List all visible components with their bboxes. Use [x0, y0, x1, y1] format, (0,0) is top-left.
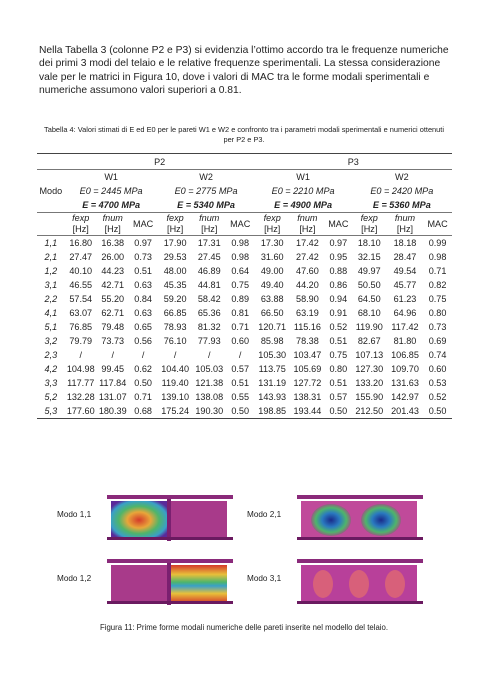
table-cell: 57.54	[69, 294, 93, 304]
table-cell: 16.80	[65, 236, 97, 251]
col-fnum: fnum	[193, 213, 226, 224]
table-cell: 78.38	[296, 336, 319, 346]
table-cell: 0.98	[231, 252, 250, 262]
col-mac: MAC	[129, 213, 158, 236]
table-cell: 46.89	[197, 266, 221, 276]
mode-label: Modo 2,1	[247, 510, 282, 519]
table-cell: 142.97	[391, 392, 419, 402]
mode-id: 1,2	[44, 266, 58, 276]
mode-id: 4,2	[44, 364, 58, 374]
mode-id: 3,1	[44, 280, 58, 290]
table-cell: 0.95	[329, 252, 348, 262]
table-cell: 64.50	[357, 294, 381, 304]
mode-shapes-figure	[55, 491, 425, 611]
table-cell: 17.90	[158, 236, 193, 251]
group-p3: P3	[255, 154, 452, 170]
table-cell: 49.54	[393, 266, 417, 276]
table-cell: 105.03	[195, 364, 224, 374]
table-cell: 0.56	[134, 336, 152, 346]
table-cell: 0.60	[231, 336, 250, 346]
table-cell: /	[238, 350, 242, 360]
wall-e0: E0 = 2775 MPa	[174, 186, 238, 196]
table-cell: 0.91	[329, 308, 348, 318]
table-cell: 138.31	[293, 392, 322, 402]
table-cell: 119.90	[355, 322, 383, 332]
table-cell: 0.74	[428, 350, 447, 360]
col-fnum: fnum	[290, 213, 325, 224]
wall-e0: E0 = 2210 MPa	[271, 186, 335, 196]
table-cell: 78.93	[163, 322, 187, 332]
table-cell: 0.94	[329, 294, 348, 304]
table-cell: 155.90	[355, 392, 384, 402]
mode-id: 2,2	[44, 294, 58, 304]
table-cell: 0.63	[134, 280, 152, 290]
col-fexp: fexp	[65, 213, 97, 224]
table-cell: 66.50	[260, 308, 284, 318]
table-cell: 190.30	[193, 404, 226, 419]
table-cell: 131.07	[98, 392, 127, 402]
table-cell: 55.20	[101, 294, 125, 304]
table-cell: 113.75	[258, 364, 286, 374]
table-cell: /	[173, 350, 177, 360]
table-cell: 44.20	[296, 280, 319, 290]
table-cell: 117.84	[99, 378, 127, 388]
mode-id: 1,1	[37, 236, 65, 251]
table-cell: 119.40	[161, 378, 189, 388]
table-cell: 0.71	[134, 392, 152, 402]
table-cell: 99.45	[101, 364, 125, 374]
table-cell: 29.53	[163, 252, 187, 262]
table-cell: 0.52	[428, 392, 447, 402]
table-cell: 0.73	[428, 322, 447, 332]
wall-e: E = 4700 MPa	[82, 200, 141, 210]
table-caption: Tabella 4: Valori stimati di E ed E0 per le pareti W1 e W2 e confronto tra i parametri modali sperimentali e numerici ottenuti per P2 e P3.	[44, 125, 444, 144]
mode-panel	[245, 491, 425, 543]
table-cell: 0.75	[231, 280, 250, 290]
col-fexp: fexp	[255, 213, 290, 224]
table-row	[37, 334, 452, 348]
table-cell: 63.88	[260, 294, 284, 304]
table-cell: /	[141, 350, 145, 360]
table-row	[37, 348, 452, 362]
table-cell: 127.72	[293, 378, 322, 388]
table-cell: 109.70	[391, 364, 419, 374]
table-cell: 105.69	[293, 364, 322, 374]
table-cell: 103.47	[293, 350, 322, 360]
table-row	[37, 390, 452, 404]
table-cell: 27.47	[69, 252, 93, 262]
table-cell: 138.08	[195, 392, 224, 402]
table-cell: 0.97	[325, 236, 352, 251]
unit-label: [Hz]	[299, 224, 316, 234]
table-row	[37, 320, 452, 334]
table-cell: 63.19	[296, 308, 319, 318]
mode-id: 5,1	[44, 322, 58, 332]
table-cell: 120.71	[258, 322, 287, 332]
table-cell: 0.51	[134, 266, 152, 276]
table-cell: 0.99	[423, 236, 452, 251]
table-cell: 0.53	[428, 378, 447, 388]
table-cell: 63.07	[69, 308, 93, 318]
mode-id: 3,2	[44, 336, 58, 346]
table-cell: /	[79, 350, 82, 360]
table-cell: 0.51	[329, 336, 348, 346]
table-cell: 31.60	[260, 252, 284, 262]
table-cell: 81.32	[197, 322, 221, 332]
table-row	[37, 404, 452, 419]
table-cell: 0.50	[423, 404, 452, 419]
table-cell: 0.81	[231, 308, 250, 318]
table-row	[37, 376, 452, 390]
table-cell: 0.50	[134, 378, 152, 388]
col-fnum: fnum	[387, 213, 423, 224]
table-cell: 0.80	[428, 308, 447, 318]
table-cell: /	[208, 350, 211, 360]
table-cell: 201.43	[387, 404, 423, 419]
table-cell: 45.35	[163, 280, 187, 290]
table-cell: 17.31	[193, 236, 226, 251]
wall-e0: E0 = 2420 MPa	[370, 186, 434, 196]
mode-id: 5,3	[37, 404, 65, 419]
table-cell: 45.77	[393, 280, 417, 290]
table-cell: 131.19	[258, 378, 287, 388]
mode-panel	[245, 555, 425, 607]
table-cell: 49.97	[357, 266, 381, 276]
table-row	[37, 362, 452, 376]
table-row	[37, 278, 452, 292]
table-cell: 193.44	[290, 404, 325, 419]
table-cell: 0.82	[428, 280, 447, 290]
mode-id: 3,3	[44, 378, 58, 388]
table-cell: 0.98	[226, 236, 255, 251]
table-row	[37, 250, 452, 264]
table-cell: 42.71	[101, 280, 125, 290]
table-cell: 79.79	[69, 336, 93, 346]
mode-id: 2,1	[44, 252, 58, 262]
table-cell: 68.10	[357, 308, 381, 318]
table-row	[37, 236, 452, 251]
unit-label: [Hz]	[167, 224, 184, 234]
table-cell: 49.40	[260, 280, 284, 290]
table-cell: 0.84	[134, 294, 152, 304]
mode-id: 4,1	[44, 308, 58, 318]
table-cell: 82.67	[357, 336, 381, 346]
table-cell: 0.55	[231, 392, 250, 402]
table-cell: 58.90	[296, 294, 319, 304]
table-cell: 0.57	[329, 392, 348, 402]
table-cell: 105.30	[258, 350, 287, 360]
table-cell: /	[111, 350, 114, 360]
wall-name: W2	[352, 170, 452, 185]
table-cell: 76.10	[163, 336, 187, 346]
table-cell: 17.42	[290, 236, 325, 251]
col-mac: MAC	[423, 213, 452, 236]
table-cell: 106.85	[391, 350, 419, 360]
table-cell: 104.40	[161, 364, 190, 374]
mode-panel	[55, 491, 235, 543]
table-cell: 44.81	[197, 280, 221, 290]
table-cell: 0.62	[134, 364, 152, 374]
table-cell: 115.16	[293, 322, 321, 332]
table-cell: 64.96	[393, 308, 417, 318]
table-cell: 180.39	[97, 404, 129, 419]
unit-label: [Hz]	[104, 224, 121, 234]
table-cell: 143.93	[258, 392, 287, 402]
wall-e: E = 4900 MPa	[274, 200, 333, 210]
table-cell: 0.75	[428, 294, 447, 304]
table-cell: 65.36	[197, 308, 221, 318]
table-cell: 26.00	[101, 252, 125, 262]
table-cell: 61.23	[393, 294, 417, 304]
table-cell: 0.75	[329, 350, 348, 360]
table-cell: 81.80	[393, 336, 417, 346]
table-cell: 32.15	[357, 252, 381, 262]
table-cell: 0.80	[329, 364, 348, 374]
col-mac: MAC	[325, 213, 352, 236]
table-cell: 107.13	[355, 350, 384, 360]
table-cell: 44.23	[101, 266, 125, 276]
mode-label: Modo 1,2	[57, 574, 92, 583]
col-fnum: fnum	[97, 213, 129, 224]
results-table	[37, 153, 452, 419]
mode-label: Modo 1,1	[57, 510, 92, 519]
col-fexp: fexp	[158, 213, 193, 224]
table-cell: 0.51	[329, 378, 348, 388]
table-cell: 117.77	[67, 378, 95, 388]
table-cell: 85.98	[260, 336, 284, 346]
table-cell: 0.86	[329, 280, 348, 290]
table-cell: 0.64	[231, 266, 250, 276]
table-cell: 177.60	[65, 404, 97, 419]
unit-label: [Hz]	[396, 224, 414, 234]
table-cell: 0.65	[134, 322, 152, 332]
table-cell: 18.10	[352, 236, 387, 251]
table-cell: 198.85	[255, 404, 290, 419]
table-cell: 0.98	[428, 252, 447, 262]
table-cell: 77.93	[197, 336, 221, 346]
unit-label: [Hz]	[201, 224, 218, 234]
unit-label: [Hz]	[72, 224, 89, 234]
table-cell: 0.73	[134, 252, 152, 262]
table-cell: 27.42	[296, 252, 319, 262]
mode-shape-image	[105, 555, 235, 607]
table-cell: 76.85	[69, 322, 93, 332]
col-mac: MAC	[226, 213, 255, 236]
table-cell: 73.73	[101, 336, 125, 346]
col-fexp: fexp	[352, 213, 387, 224]
table-cell: 0.50	[325, 404, 352, 419]
table-cell: 16.38	[97, 236, 129, 251]
table-cell: 0.51	[231, 378, 250, 388]
table-cell: 18.18	[387, 236, 423, 251]
table-cell: 0.88	[329, 266, 348, 276]
table-cell: 0.69	[428, 336, 447, 346]
body-paragraph: Nella Tabella 3 (colonne P2 e P3) si evidenzia l’ottimo accordo tra le frequenze numeriche dei primi 3 modi del telaio e le relative frequenze sperimentali. La stessa considerazione vale per le matrici in Figura 10, dove i valori di MAC tra le forme modali sperimentali e numeriche assumono valori superiori a 0.81.	[39, 45, 449, 96]
table-cell: 46.55	[69, 280, 93, 290]
table-cell: 104.98	[66, 364, 95, 374]
mode-panel	[55, 555, 235, 607]
mode-id: 5,2	[44, 392, 58, 402]
table-cell: 133.20	[355, 378, 384, 388]
table-cell: 58.42	[197, 294, 221, 304]
figure-caption: Figura 11: Prime forme modali numeriche delle pareti inserite nel modello del telaio.	[99, 623, 389, 632]
unit-label: [Hz]	[264, 224, 281, 234]
table-cell: 47.60	[296, 266, 319, 276]
table-cell: 0.71	[428, 266, 447, 276]
wall-e: E = 5360 MPa	[372, 200, 431, 210]
table-cell: 0.63	[134, 308, 152, 318]
table-cell: 48.00	[163, 266, 187, 276]
table-cell: 62.71	[101, 308, 125, 318]
table-cell: 40.10	[69, 266, 93, 276]
table-cell: 132.28	[66, 392, 95, 402]
table-cell: 28.47	[393, 252, 417, 262]
mode-shape-image	[295, 555, 425, 607]
modo-header: Modo	[37, 170, 65, 213]
mode-shape-image	[105, 491, 235, 543]
table-cell: 17.30	[255, 236, 290, 251]
table-cell: 79.48	[101, 322, 125, 332]
table-cell: 175.24	[158, 404, 193, 419]
table-row	[37, 292, 452, 306]
wall-e: E = 5340 MPa	[177, 200, 235, 210]
table-cell: 139.10	[161, 392, 190, 402]
table-cell: 127.30	[355, 364, 384, 374]
table-row	[37, 306, 452, 320]
table-cell: 117.42	[391, 322, 419, 332]
table-cell: 121.38	[195, 378, 224, 388]
table-cell: 59.20	[163, 294, 187, 304]
table-cell: 49.00	[260, 266, 284, 276]
table-row	[37, 264, 452, 278]
table-cell: 0.57	[231, 364, 250, 374]
table-cell: 66.85	[163, 308, 187, 318]
mode-shape-image	[295, 491, 425, 543]
table-cell: 0.71	[231, 322, 250, 332]
table-cell: 27.45	[197, 252, 221, 262]
table-cell: 212.50	[352, 404, 387, 419]
table-cell: 0.89	[231, 294, 250, 304]
table-cell: 0.60	[428, 364, 447, 374]
mode-label: Modo 3,1	[247, 574, 282, 583]
mode-id: 2,3	[44, 350, 58, 360]
table-cell: 0.50	[226, 404, 255, 419]
table-cell: 50.50	[357, 280, 381, 290]
wall-name: W1	[65, 170, 158, 185]
wall-e0: E0 = 2445 MPa	[79, 186, 143, 196]
table-cell: 0.52	[329, 322, 348, 332]
table-cell: 131.63	[391, 378, 419, 388]
group-p2: P2	[65, 154, 255, 170]
unit-label: [Hz]	[361, 224, 378, 234]
wall-name: W2	[158, 170, 255, 185]
table-cell: 0.97	[129, 236, 158, 251]
table-cell: 0.68	[129, 404, 158, 419]
wall-name: W1	[255, 170, 352, 185]
